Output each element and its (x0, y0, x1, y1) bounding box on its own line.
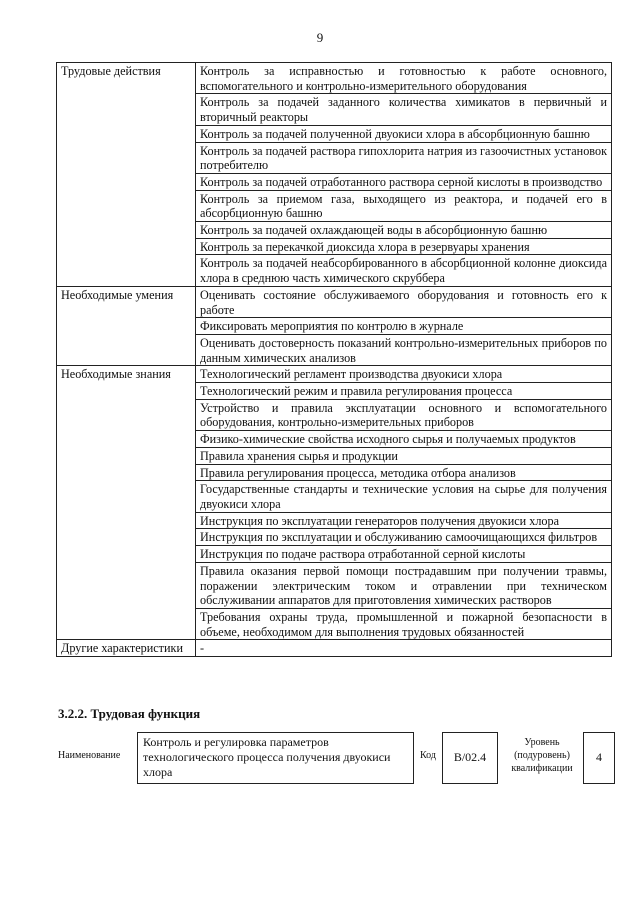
requirement-item: Оценивать состояние обслуживаемого оборудования и готовность его к работе (196, 286, 612, 317)
function-name-value: Контроль и регулировка параметров технологического процесса получения двуокиси хлора (137, 732, 414, 784)
qualification-level-label: Уровень (подуровень) квалификации (511, 737, 573, 774)
requirement-item: Контроль за подачей неабсорбированного в абсорбционной колонне диоксида хлора в среднюю часть химического скруббера (196, 255, 612, 286)
qualification-level-value: 4 (583, 732, 615, 784)
requirement-item: Контроль за подачей отработанного раствора серной кислоты в производство (196, 173, 612, 190)
table-row (57, 63, 612, 94)
requirement-item: Контроль за подачей охлаждающей воды в абсорбционную башню (196, 222, 612, 239)
requirement-item: Оценивать достоверность показаний контрольно-измерительных приборов по данным химических анализов (196, 334, 612, 365)
requirement-item: Контроль за подачей раствора гипохлорита натрия из газоочистных установок потребителю (196, 142, 612, 173)
section-label: Другие характеристики (57, 640, 196, 657)
section-label: Необходимые знания (57, 366, 196, 640)
requirement-item: Правила оказания первой помощи пострадавшим при получении травмы, поражении электрическим током и отравлении при техническом обслуживании аппаратов для приготовления химических растворов (196, 562, 612, 608)
requirement-item: Физико-химические свойства исходного сырья и получаемых продуктов (196, 431, 612, 448)
section-label: Необходимые умения (57, 286, 196, 366)
function-code-value: В/02.4 (442, 732, 498, 784)
requirement-item: - (196, 640, 612, 657)
requirement-item: Инструкция по эксплуатации и обслуживанию самоочищающихся фильтров (196, 529, 612, 546)
requirement-item: Требования охраны труда, промышленной и пожарной безопасности в объеме, необходимом для выполнения трудовых обязанностей (196, 608, 612, 639)
requirements-table (56, 62, 612, 657)
page-number: 9 (316, 30, 324, 45)
table-row (57, 286, 612, 317)
requirement-item: Контроль за исправностью и готовностью к работе основного, вспомогательного и контрольно-измерительного оборудования (196, 63, 612, 94)
requirement-item: Технологический регламент производства двуокиси хлора (196, 366, 612, 383)
requirement-item: Правила регулирования процесса, методика отбора анализов (196, 464, 612, 481)
requirement-item: Контроль за подачей заданного количества химикатов в первичный и вторичный реакторы (196, 94, 612, 125)
requirement-item: Инструкция по подаче раствора отработанной серной кислоты (196, 546, 612, 563)
requirement-item: Контроль за перекачкой диоксида хлора в резервуары хранения (196, 238, 612, 255)
requirement-item: Фиксировать мероприятия по контролю в журнале (196, 318, 612, 335)
table-row (57, 366, 612, 383)
requirement-item: Инструкция по эксплуатации генераторов получения двуокиси хлора (196, 512, 612, 529)
requirement-item: Государственные стандарты и технические условия на сырье для получения двуокиси хлора (196, 481, 612, 512)
name-label: Наименование (58, 750, 121, 761)
labor-function-block (58, 732, 618, 790)
requirement-item: Контроль за подачей полученной двуокиси хлора в абсорбционную башню (196, 125, 612, 142)
requirement-item: Технологический режим и правила регулирования процесса (196, 383, 612, 400)
requirement-item: Правила хранения сырья и продукции (196, 447, 612, 464)
requirement-item: Контроль за приемом газа, выходящего из реактора, и подачей его в абсорбционную башню (196, 190, 612, 221)
section-title: 3.2.2. Трудовая функция (58, 706, 201, 721)
code-label: Код (420, 750, 436, 761)
table-row (57, 640, 612, 657)
section-label: Трудовые действия (57, 63, 196, 287)
requirement-item: Устройство и правила эксплуатации основного и вспомогательного оборудования, контрольно-измерительных приборов (196, 399, 612, 430)
